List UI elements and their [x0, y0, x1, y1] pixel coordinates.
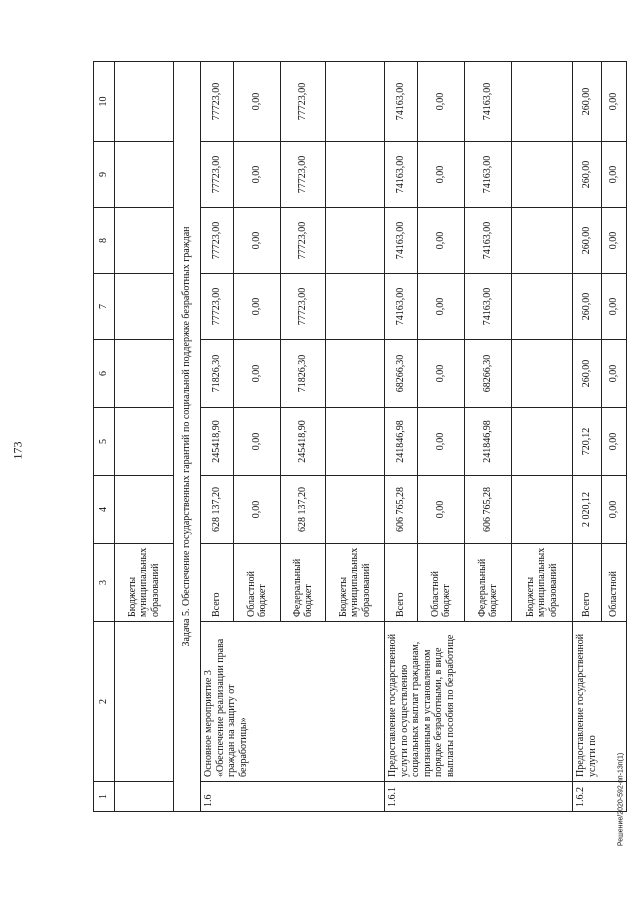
- header-cell: 2: [94, 622, 115, 782]
- value-cell: 260,00: [573, 340, 602, 408]
- value-cell: [326, 408, 385, 476]
- value-cell: [326, 62, 385, 142]
- value-cell: 74163,00: [465, 142, 512, 208]
- value-cell: 0,00: [602, 476, 627, 544]
- value-cell: 245418,90: [201, 408, 234, 476]
- value-cell: 720,12: [573, 408, 602, 476]
- rotated-table-wrapper: [93, 62, 620, 812]
- value-cell: 628 137,20: [201, 476, 234, 544]
- source-cell: Бюджеты муниципальных образований: [512, 544, 573, 622]
- header-cell: 3: [94, 544, 115, 622]
- value-cell: 0,00: [418, 142, 465, 208]
- value-cell: 77723,00: [281, 208, 326, 274]
- source-cell: Федеральный бюджет: [281, 544, 326, 622]
- value-cell: 77723,00: [281, 62, 326, 142]
- value-cell: 2 020,12: [573, 476, 602, 544]
- value-cell: 74163,00: [465, 208, 512, 274]
- value-cell: [512, 62, 573, 142]
- value-cell: 0,00: [234, 142, 281, 208]
- value-cell: 606 765,28: [465, 476, 512, 544]
- value-cell: 77723,00: [201, 142, 234, 208]
- value-cell: 68266,30: [465, 340, 512, 408]
- value-cell: 0,00: [234, 476, 281, 544]
- value-cell: [326, 274, 385, 340]
- row-code: 1.6.2: [573, 782, 627, 812]
- value-cell: 77723,00: [281, 142, 326, 208]
- header-cell: 6: [94, 340, 115, 408]
- value-cell: 241846,98: [465, 408, 512, 476]
- value-cell: 0,00: [234, 408, 281, 476]
- value-cell: 0,00: [602, 408, 627, 476]
- source-cell: Бюджеты муниципальных образований: [115, 544, 174, 622]
- table-row: [573, 62, 602, 812]
- value-cell: 0,00: [234, 274, 281, 340]
- source-cell: Бюджеты муниципальных образований: [326, 544, 385, 622]
- value-cell: 0,00: [418, 340, 465, 408]
- value-cell: [326, 142, 385, 208]
- value-cell: 260,00: [573, 62, 602, 142]
- value-cell: 71826,30: [201, 340, 234, 408]
- value-cell: 245418,90: [281, 408, 326, 476]
- row-title: Предоставление государственной услуги по: [573, 622, 627, 782]
- value-cell: [512, 274, 573, 340]
- value-cell: 77723,00: [201, 274, 234, 340]
- value-cell: [512, 208, 573, 274]
- table-row: [201, 62, 234, 812]
- task-row: [174, 62, 201, 812]
- value-cell: 74163,00: [465, 62, 512, 142]
- value-cell: [326, 476, 385, 544]
- value-cell: 0,00: [602, 62, 627, 142]
- value-cell: [512, 476, 573, 544]
- value-cell: 260,00: [573, 208, 602, 274]
- header-cell: 5: [94, 408, 115, 476]
- value-cell: 0,00: [418, 208, 465, 274]
- source-cell: Всего: [385, 544, 418, 622]
- value-cell: 0,00: [602, 142, 627, 208]
- row-title: Основное мероприятие 3 «Обеспечение реализации права граждан на защиту от безработицы»: [201, 622, 385, 782]
- value-cell: 0,00: [418, 408, 465, 476]
- source-cell: Областной: [602, 544, 627, 622]
- page-number: 173: [10, 441, 25, 460]
- value-cell: 74163,00: [465, 274, 512, 340]
- value-cell: 0,00: [234, 62, 281, 142]
- table-row: [115, 62, 174, 812]
- value-cell: 74163,00: [385, 208, 418, 274]
- header-cell: 9: [94, 142, 115, 208]
- value-cell: 68266,30: [385, 340, 418, 408]
- row-title: Предоставление государственной услуги по осуществлению социальных выплат гражданам, признанным в установленном порядке безработными, в виде выплаты пособия по безработице: [385, 622, 573, 782]
- source-cell: Всего: [201, 544, 234, 622]
- header-cell: 8: [94, 208, 115, 274]
- value-cell: [512, 142, 573, 208]
- source-cell: Областной бюджет: [234, 544, 281, 622]
- source-cell: Всего: [573, 544, 602, 622]
- value-cell: 0,00: [234, 208, 281, 274]
- value-cell: [512, 340, 573, 408]
- value-cell: 0,00: [418, 274, 465, 340]
- value-cell: [326, 340, 385, 408]
- header-cell: 4: [94, 476, 115, 544]
- value-cell: [326, 208, 385, 274]
- row-code: 1.6.1: [385, 782, 573, 812]
- header-cell: 10: [94, 62, 115, 142]
- value-cell: 260,00: [573, 142, 602, 208]
- value-cell: 77723,00: [201, 62, 234, 142]
- value-cell: 71826,30: [281, 340, 326, 408]
- value-cell: 0,00: [602, 340, 627, 408]
- value-cell: 0,00: [602, 208, 627, 274]
- source-cell: Федеральный бюджет: [465, 544, 512, 622]
- value-cell: 0,00: [418, 62, 465, 142]
- value-cell: 260,00: [573, 274, 602, 340]
- row-code: 1.6: [201, 782, 385, 812]
- value-cell: 606 765,28: [385, 476, 418, 544]
- value-cell: 74163,00: [385, 142, 418, 208]
- value-cell: 0,00: [234, 340, 281, 408]
- value-cell: 628 137,20: [281, 476, 326, 544]
- task-title: Задача 5. Обеспечение государственных гарантий по социальной поддержке безработных граждан: [174, 62, 201, 812]
- value-cell: 241846,98: [385, 408, 418, 476]
- header-row: [94, 62, 115, 812]
- budget-table: [93, 61, 627, 812]
- value-cell: 74163,00: [385, 274, 418, 340]
- value-cell: 74163,00: [385, 62, 418, 142]
- header-cell: 7: [94, 274, 115, 340]
- value-cell: [512, 408, 573, 476]
- header-cell: 1: [94, 782, 115, 812]
- value-cell: 77723,00: [281, 274, 326, 340]
- table-row: [385, 62, 418, 812]
- value-cell: 77723,00: [201, 208, 234, 274]
- footer-doc-id: Решение/2020-592-пп-13п(1): [617, 752, 625, 847]
- value-cell: 0,00: [602, 274, 627, 340]
- value-cell: 0,00: [418, 476, 465, 544]
- source-cell: Областной бюджет: [418, 544, 465, 622]
